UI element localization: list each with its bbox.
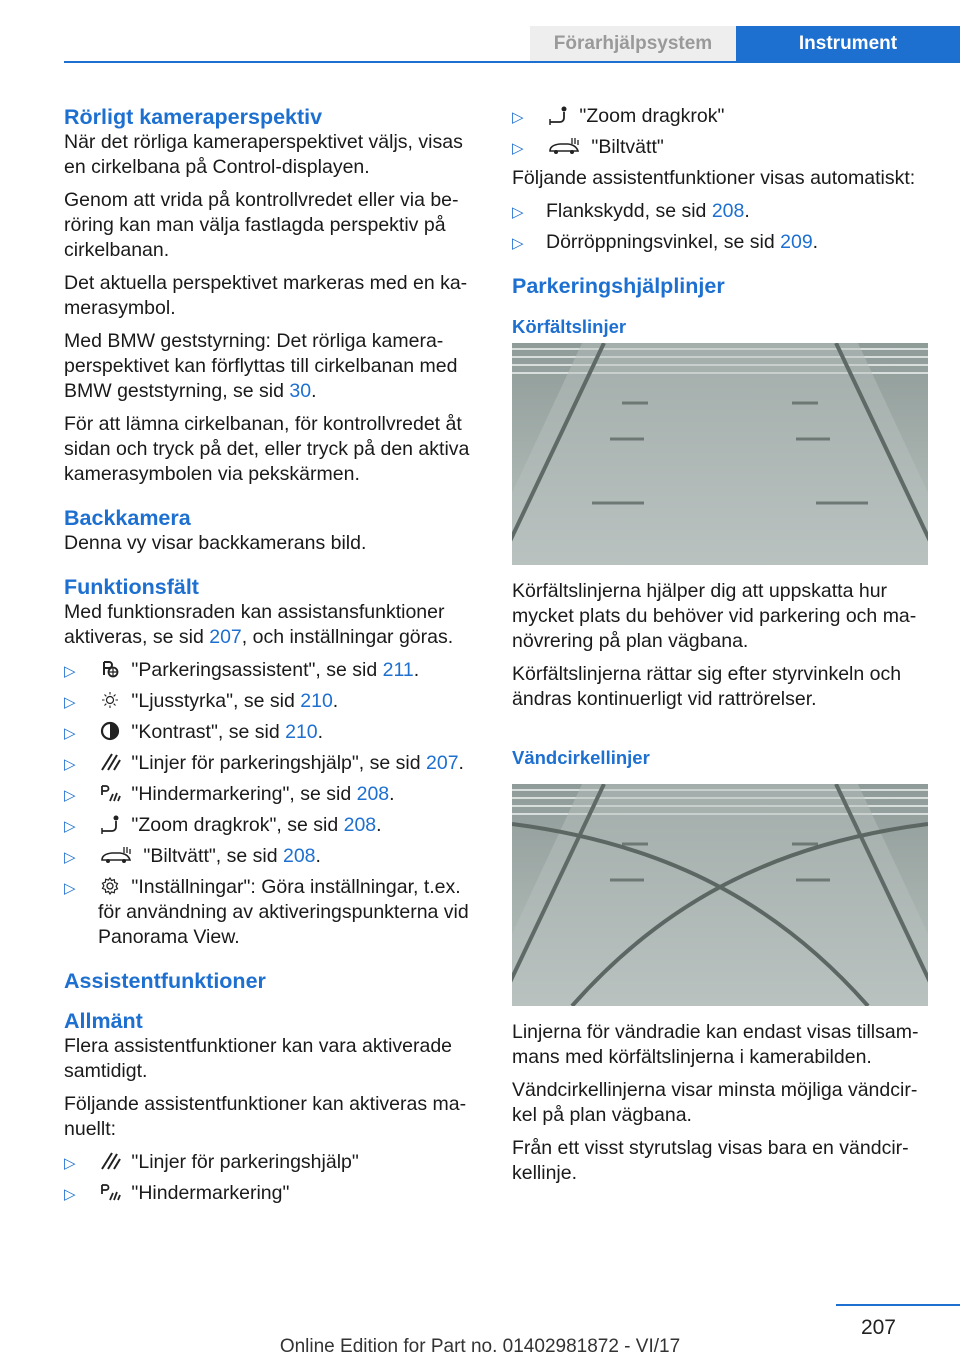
list-item: ▷ Dörröppningsvinkel, se sid 209. (512, 230, 928, 255)
right-column (512, 104, 928, 1194)
bullet-triangle-icon: ▷ (64, 663, 76, 680)
list-item: ▷ "Linjer för parkeringshjälp", se sid 207. (64, 751, 476, 776)
list-item: ▷ "Biltvätt", se sid 208. (64, 844, 476, 869)
paragraph: När det rörliga kameraperspektivet väljs, visas en cirkelbana på Control-displayen. (64, 131, 463, 178)
zoom-tow-hitch-icon (546, 105, 570, 125)
bullet-triangle-icon: ▷ (64, 756, 76, 773)
page-link[interactable]: 207 (209, 626, 242, 648)
heading-reversing-camera: Backkamera (64, 506, 191, 530)
heading-function-bar: Funktionsfält (64, 575, 199, 599)
list-item: ▷ "Hindermarkering" (64, 1181, 476, 1206)
page-link[interactable]: 208 (343, 814, 377, 836)
list-item: ▷ "Inställningar": Göra inställningar, t.ex. för användning av aktiveringspunkterna vid Panorama View. (64, 876, 469, 948)
list-item: ▷ "Biltvätt" (512, 135, 928, 160)
heading-parking-lines: Parkeringshjälplinjer (512, 274, 725, 298)
heading-movable-camera: Rörligt kameraperspektiv (64, 105, 323, 129)
page-link[interactable]: 210 (300, 690, 333, 712)
bullet-triangle-icon: ▷ (64, 1155, 76, 1172)
paragraph: Från ett visst styrutslag visas bara en vändcir-kellinje. (512, 1137, 909, 1184)
parking-lines-icon (98, 752, 122, 772)
paragraph: Vändcirkellinjerna visar minsta möjliga vändcir-kel på plan vägbana. (512, 1079, 918, 1126)
paragraph: Det aktuella perspektivet markeras med en ka-merasymbol. (64, 272, 468, 319)
paragraph: Denna vy visar backkamerans bild. (64, 532, 367, 554)
turning-circle-illustration (512, 784, 928, 1006)
lane-lines-illustration (512, 343, 928, 565)
left-column (64, 104, 476, 1212)
list-item: ▷ "Zoom dragkrok" (512, 104, 928, 129)
bullet-triangle-icon: ▷ (64, 880, 76, 897)
settings-gear-icon (98, 876, 122, 896)
bullet-triangle-icon: ▷ (64, 694, 76, 711)
list-item: ▷ "Linjer för parkeringshjälp" (64, 1150, 476, 1175)
page-link[interactable]: 207 (426, 752, 459, 774)
bullet-triangle-icon: ▷ (512, 109, 524, 126)
page-link[interactable]: 208 (711, 200, 745, 222)
header-rule (64, 61, 960, 63)
paragraph: Följande assistentfunktioner kan aktiveras ma-nuellt: (64, 1093, 467, 1140)
auto-function-list (512, 199, 928, 255)
paragraph: Med BMW geststyrning: Det rörliga kamera-perspektivet kan förflyttas till cirkelbanan med BMW geststyrning, se sid 30. (64, 330, 458, 402)
page-link[interactable]: 211 (382, 659, 414, 681)
contrast-icon (98, 721, 122, 741)
page-link[interactable]: 30 (289, 380, 312, 402)
chapter-tab: Instrument (736, 26, 960, 62)
list-item: ▷ "Kontrast", se sid 210. (64, 720, 476, 745)
bullet-triangle-icon: ▷ (64, 725, 76, 742)
page-link[interactable]: 208 (282, 845, 316, 867)
paragraph: Genom att vrida på kontrollvredet eller via be-röring kan man välja fastlagda perspektiv på cirkelbanan. (64, 189, 459, 261)
bullet-triangle-icon: ▷ (512, 204, 524, 221)
heading-turning-circle-lines: Vändcirkellinjer (512, 747, 650, 768)
paragraph: Flera assistentfunktioner kan vara aktiverade samtidigt. (64, 1035, 453, 1082)
list-item: ▷ "Parkeringsassistent", se sid 211. (64, 658, 476, 683)
bullet-triangle-icon: ▷ (64, 849, 76, 866)
footer-rule (836, 1304, 960, 1306)
page-link[interactable]: 209 (780, 231, 813, 253)
paragraph: Följande assistentfunktioner visas automatiskt: (512, 167, 916, 189)
car-wash-icon (546, 136, 582, 156)
page-number: 207 (860, 1316, 896, 1339)
list-item: ▷ "Ljusstyrka", se sid 210. (64, 689, 476, 714)
heading-assistant-functions: Assistentfunktioner (64, 969, 266, 993)
paragraph: För att lämna cirkelbanan, för kontrollvredet åt sidan och tryck på det, eller tryck på den aktiva kamerasymbolen via pekskärmen. (64, 413, 470, 485)
heading-general: Allmänt (64, 1009, 143, 1033)
parking-assistant-icon (98, 659, 122, 679)
bullet-triangle-icon: ▷ (512, 235, 524, 252)
heading-lane-lines: Körfältslinjer (512, 316, 627, 337)
function-list (64, 658, 476, 950)
parking-lines-icon (98, 1151, 122, 1171)
manual-function-list-continued (512, 104, 928, 160)
paragraph: Körfältslinjerna rättar sig efter styrvinkeln och ändras kontinuerligt vid rattrörelser. (512, 663, 902, 710)
bullet-triangle-icon: ▷ (64, 818, 76, 835)
obstacle-marking-icon (98, 1182, 122, 1202)
paragraph: Körfältslinjerna hjälper dig att uppskatta hur mycket plats du behöver vid parkering och ma-növrering på plan vägbana. (512, 580, 917, 652)
brightness-icon (98, 690, 122, 710)
edition-note: Online Edition for Part no. 01402981872 - VI/17 (279, 1336, 681, 1357)
section-tab: Förarhjälpsystem (530, 26, 736, 62)
page-link[interactable]: 210 (285, 721, 318, 743)
paragraph: Linjerna för vändradie kan endast visas tillsam-mans med körfältslinjerna i kamerabilden. (512, 1021, 919, 1068)
zoom-tow-hitch-icon (98, 814, 122, 834)
manual-function-list (64, 1150, 476, 1206)
list-item: ▷ "Zoom dragkrok", se sid 208. (64, 813, 476, 838)
list-item: ▷ "Hindermarkering", se sid 208. (64, 782, 476, 807)
bullet-triangle-icon: ▷ (64, 787, 76, 804)
bullet-triangle-icon: ▷ (512, 140, 524, 157)
header-tabs (530, 26, 960, 62)
list-item: ▷ Flankskydd, se sid 208. (512, 199, 928, 224)
paragraph: Med funktionsraden kan assistansfunktioner aktiveras, se sid 207, och inställningar göras. (64, 601, 454, 648)
car-wash-icon (98, 845, 134, 865)
obstacle-marking-icon (98, 783, 122, 803)
bullet-triangle-icon: ▷ (64, 1186, 76, 1203)
page-link[interactable]: 208 (356, 783, 390, 805)
